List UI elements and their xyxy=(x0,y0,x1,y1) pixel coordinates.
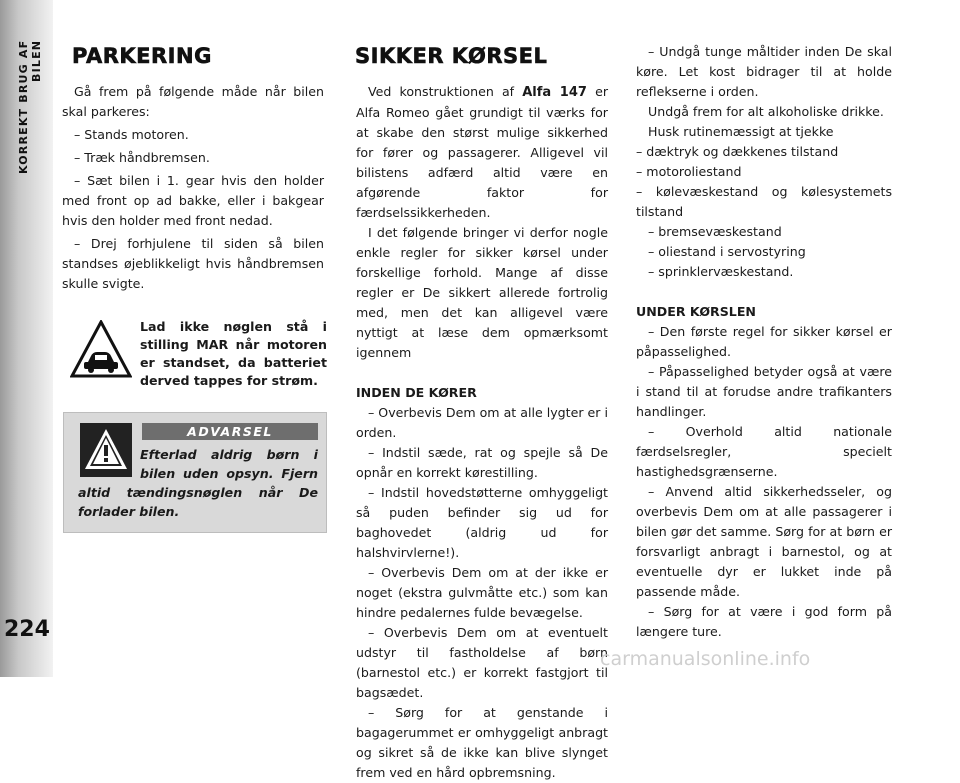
paragraph: I det følgende bringer vi derfor nogle enkle regler for sikker kørsel under forskellige forhold. Mange af disse regler er De sikkert allerede fortrolig med, men det kan alligevel være nyttigt at læse dem opmærksomt igennem xyxy=(356,225,608,360)
list-item: – Træk håndbremsen. xyxy=(74,150,210,165)
car-battery-icon xyxy=(70,320,132,378)
warning-label: ADVARSEL xyxy=(142,423,318,440)
watermark: carmanualsonline.info xyxy=(600,648,811,670)
paragraph: Undgå frem for alt alkoholiske drikke. xyxy=(648,104,884,119)
list-item: – Stands motoren. xyxy=(74,127,189,142)
intro-text-cont: er Alfa Romeo gået grundigt til værks for at skabe den størst mulige sikkerhed for fører og passagerer. Alligevel vil bilistens adfærd altid være en afgørende faktor for færdselssikkerheden. xyxy=(356,84,608,220)
list-item: – Overbevis Dem om at alle lygter er i orden. xyxy=(356,405,608,440)
column-three xyxy=(636,42,892,642)
sidebar xyxy=(0,0,53,677)
check-item: – kølevæskestand og kølesystemets tilstand xyxy=(636,184,892,219)
paragraph: Gå frem på følgende måde når bilen skal parkeres: xyxy=(62,84,324,119)
list-item: – Sørg for at genstande i bagagerummet er omhyggeligt anbragt og sikret så de ikke kan blive slynget frem ved en hård opbremsning. xyxy=(356,705,608,780)
list-item: – Overbevis Dem om at der ikke er noget (ekstra gulvmåtte etc.) som kan hindre pedalernes fulde bevægelse. xyxy=(356,565,608,620)
list-item: – Anvend altid sikkerhedsseler, og overbevis Dem om at alle passagerer i bilen gør det samme. Sørg for at børn er forsvarligt anbragt i barnestol, og at eventuelle dyr er lukket inde på passende måde. xyxy=(636,484,892,599)
list-item: – Drej forhjulene til siden så bilen standses øjeblikkeligt hvis håndbremsen skulle svigte. xyxy=(62,236,324,291)
check-item: – sprinklervæskestand. xyxy=(648,264,794,279)
list-item: – Undgå tunge måltider inden De skal køre. Let kost bidrager til at holde refleksernе i orden. xyxy=(636,44,892,99)
warning-text-block xyxy=(78,445,318,521)
parkering-body xyxy=(62,82,324,294)
list-item: – Indstil sæde, rat og spejle så De opnår en korrekt kørestilling. xyxy=(356,445,608,480)
warning-box xyxy=(63,412,327,533)
intro-paragraph xyxy=(356,82,608,223)
sikker-heading: SIKKER KØRSEL xyxy=(355,44,548,68)
brand-name: Alfa 147 xyxy=(522,85,587,100)
intro-text: Ved konstruktionen af xyxy=(368,84,523,99)
sikker-body xyxy=(356,82,608,783)
battery-note-text: Lad ikke nøglen stå i stilling MAR når motoren er standset, da batteriet derved tappes for strøm. xyxy=(140,319,327,388)
warning-text: Efterlad aldrig børn i bilen uden opsyn. Fjern altid tændingsnøglen når De forlader bilen. xyxy=(78,447,318,519)
check-item: – bremsevæskestand xyxy=(648,224,782,239)
battery-note xyxy=(62,318,327,390)
parkering-heading: PARKERING xyxy=(72,44,212,68)
paragraph: Husk rutinemæssigt at tjekke xyxy=(648,124,834,139)
list-item: – Overhold altid nationale færdselsregler, specielt hastighedsgrænserne. xyxy=(636,424,892,479)
before-driving-title: INDEN DE KØRER xyxy=(356,385,477,400)
check-item: – dæktryk og dækkenes tilstand xyxy=(636,144,839,159)
list-item: – Påpasselighed betyder også at være i stand til at forudse andre trafikanters handlinger. xyxy=(636,364,892,419)
page-number: 224 xyxy=(4,617,50,642)
list-item: – Indstil hovedstøtterne omhyggeligt så puden befinder sig ud for baghovedet (aldrig ud for halshvirvlerne!). xyxy=(356,485,608,560)
list-item: – Sæt bilen i 1. gear hvis den holder med front op ad bakke, eller i bakgear hvis den holder med front nedad. xyxy=(62,173,324,228)
check-item: – motoroliestand xyxy=(636,164,742,179)
list-item: – Sørg for at være i god form på længere ture. xyxy=(636,604,892,639)
list-item: – Den første regel for sikker kørsel er påpasselighed. xyxy=(636,324,892,359)
list-item: – Overbevis Dem om at eventuelt udstyr til fastholdelse af børn (barnestol etc.) er korrekt fastgjort til bagsædet. xyxy=(356,625,608,700)
during-driving-title: UNDER KØRSLEN xyxy=(636,304,756,319)
check-item: – oliestand i servostyring xyxy=(648,244,806,259)
section-title: KORREKT BRUG AF BILEN xyxy=(17,40,43,175)
